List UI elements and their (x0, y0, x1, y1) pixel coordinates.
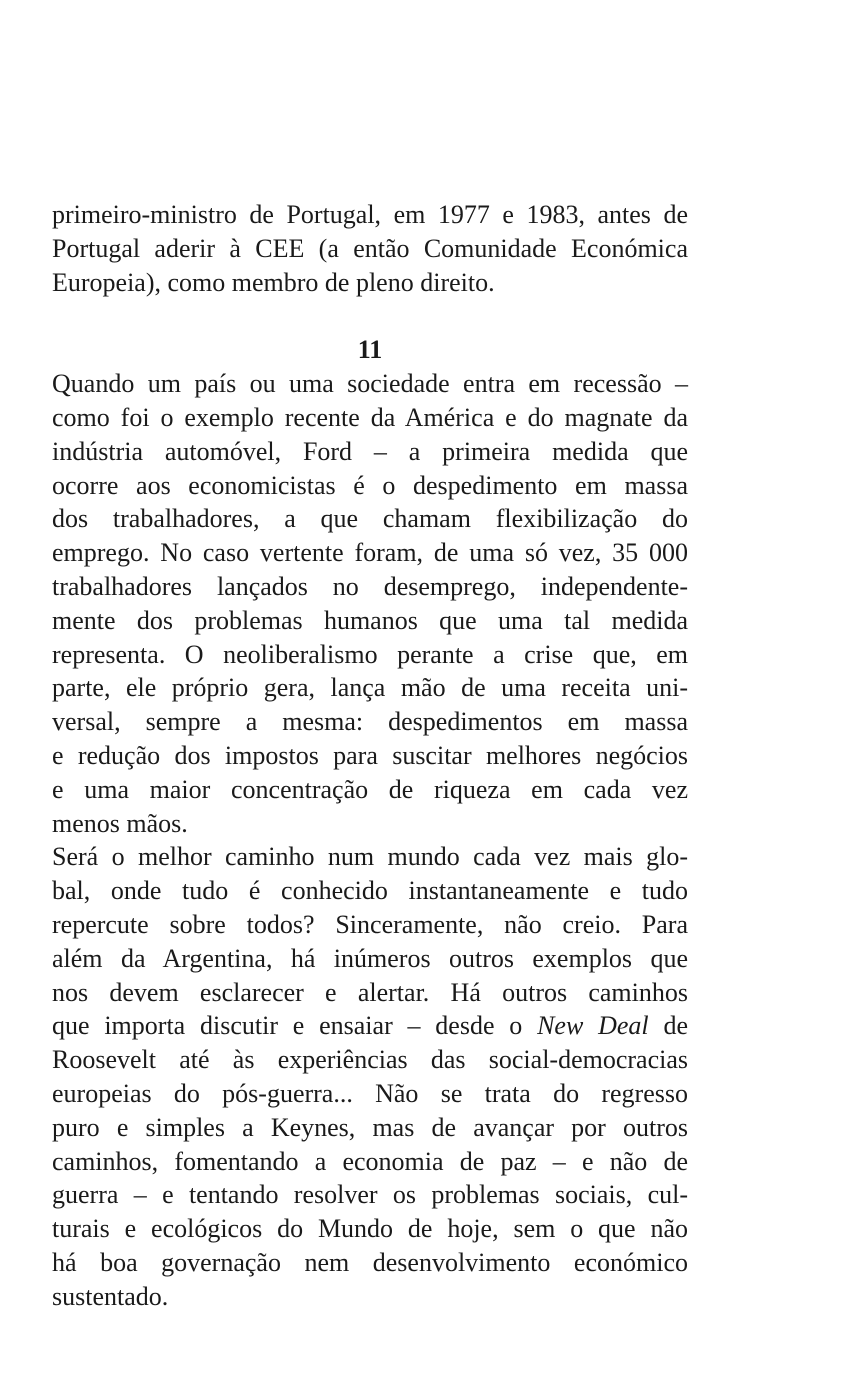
text-line: mente dos problemas humanos que uma tal medida (52, 605, 688, 635)
text-line: caminhos, fomentando a economia de paz – e não de (52, 1146, 688, 1176)
page-body (52, 198, 688, 1314)
section-number: 11 (357, 335, 383, 365)
text-line: dos trabalhadores, a que chamam flexibilização do (52, 504, 688, 534)
text-line: há boa governação nem desenvolvimento económico (52, 1247, 688, 1277)
text-line: emprego. No caso vertente foram, de uma só vez, 35 000 (52, 538, 688, 568)
text-segment: de (648, 1011, 688, 1041)
text-line: sustentado. (52, 1281, 169, 1311)
text-line: guerra – e tentando resolver os problemas sociais, cul- (52, 1180, 688, 1210)
text-line: bal, onde tudo é conhecido instantaneamente e tudo (52, 876, 688, 906)
text-line: turais e ecológicos do Mundo de hoje, sem o que não (52, 1214, 688, 1244)
text-line: europeias do pós-guerra... Não se trata do regresso (52, 1078, 688, 1108)
text-line: Portugal aderir à CEE (a então Comunidade Económica (52, 233, 688, 263)
text-line: e uma maior concentração de riqueza em cada vez (52, 774, 688, 804)
text-line: primeiro-ministro de Portugal, em 1977 e 1983, antes de (52, 200, 688, 229)
text-line: Europeia), como membro de pleno direito. (52, 267, 495, 297)
text-line: trabalhadores lançados no desemprego, independente- (52, 571, 688, 601)
text-line: Quando um país ou uma sociedade entra em recessão – (52, 369, 688, 399)
text-line: menos mãos. (52, 808, 188, 838)
text-line: e redução dos impostos para suscitar melhores negócios (52, 740, 688, 770)
text-line: puro e simples a Keynes, mas de avançar por outros (52, 1112, 688, 1142)
text-line: nos devem esclarecer e alertar. Há outros caminhos (52, 977, 688, 1007)
text-line: como foi o exemplo recente da América e do magnate da (52, 402, 688, 432)
text-line: além da Argentina, há inúmeros outros exemplos que (52, 943, 688, 973)
text-line: indústria automóvel, Ford – a primeira medida que (52, 436, 688, 466)
text-line: Roosevelt até às experiências das social-democracias (52, 1045, 688, 1075)
text-line: repercute sobre todos? Sinceramente, não creio. Para (52, 909, 688, 939)
text-line: ocorre aos economicistas é o despedimento em massa (52, 470, 688, 500)
text-line: Será o melhor caminho num mundo cada vez mais glo- (52, 842, 688, 872)
text-line-with-italic (52, 1009, 688, 1043)
paragraph-2 (52, 840, 688, 1313)
text-line: representa. O neoliberalismo perante a crise que, em (52, 639, 688, 669)
text-line: versal, sempre a mesma: despedimentos em massa (52, 707, 688, 737)
text-line: parte, ele próprio gera, lança mão de uma receita uni- (52, 673, 688, 703)
paragraph-1 (52, 367, 688, 840)
text-segment: que importa discutir e ensaiar – desde o (52, 1011, 538, 1041)
intro-paragraph (52, 198, 688, 299)
italic-term-new-deal: New Deal (537, 1011, 649, 1041)
